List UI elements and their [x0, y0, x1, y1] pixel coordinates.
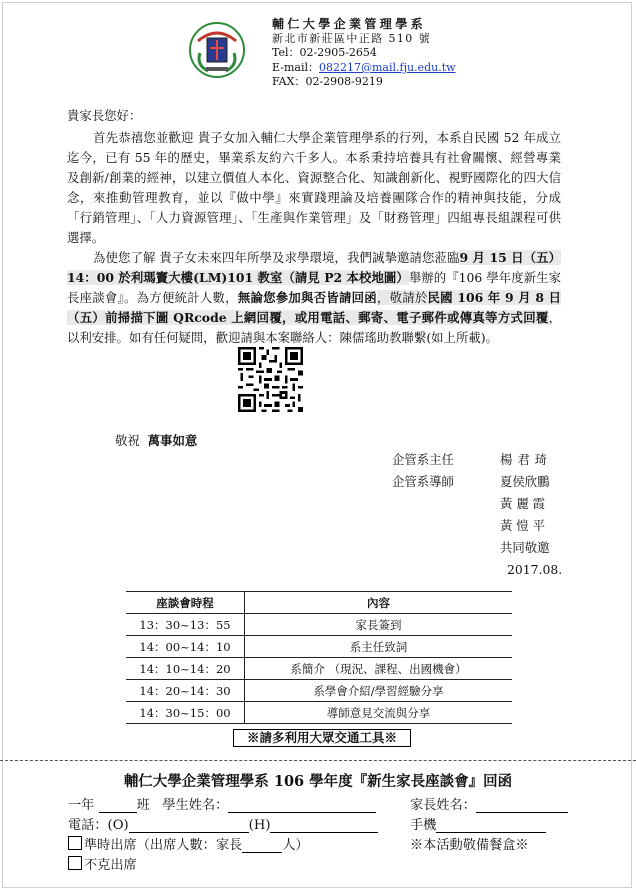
- content-cell: 系主任致詞: [245, 636, 513, 658]
- paragraph-invitation: 為使您了解 貴子女未來四年所學及求學環境，我們誠摯邀請您蒞臨9 月 15 日（五）14：00 於利瑪竇大樓(LM)101 教室（請見 P2 本校地圖）舉辦的『106 學年度新生家長座談會』。為方便統計人數，無論您參加與否皆請回函，敬請於民國 106 年 9 月 8 日（五）前掃描下圖 QRcode 上網回覆，或用電話、郵寄、電子郵件或傳真等方式回覆，以利安排。如有任何疑問，歡迎請與本案聯絡人：陳儒瑤助教聯繫(如上所載)。: [67, 250, 561, 345]
- time-cell: 14：10~14：20: [126, 658, 245, 680]
- phone-office-field[interactable]: [129, 817, 249, 833]
- table-row: [126, 636, 512, 658]
- table-row: [126, 680, 512, 702]
- reply-row-parent: 家長姓名：: [410, 794, 568, 813]
- address: 新北市新莊區中正路 510 號: [272, 31, 431, 45]
- table-row: [126, 702, 512, 724]
- table-row: [126, 614, 512, 636]
- closing-regards: 敬祝 萬事如意: [115, 433, 198, 448]
- cut-line: [0, 760, 636, 761]
- student-name-field[interactable]: [228, 797, 376, 813]
- signature-together: 共同敬邀: [500, 540, 550, 555]
- mobile-field[interactable]: [436, 817, 546, 833]
- salutation: 貴家長您好：: [67, 108, 142, 123]
- class-field[interactable]: [99, 797, 137, 813]
- parent-name-field[interactable]: [476, 797, 568, 813]
- paragraph-welcome: 首先恭禧您並歡迎 貴子女加入輔仁大學企業管理學系的行列，本系自民國 52 年成立迄今，已有 55 年的歷史，畢業系友約六千多人。本系秉持培養具有社會關懷、經營專業及創新/創業的經神，以建立價值人本化、資源整合化、知識創新化、視野國際化的四大信念，來推動管理教育，並以『做中學』來實踐理論及培養團隊合作的精神與技能，分成「行銷管理」、「人力資源管理」、「生產與作業管理」及「財務管理」四組專長組課程可供選擇。: [67, 130, 561, 245]
- time-cell: 14：30~15：00: [126, 702, 245, 724]
- department-name: 輔仁大學企業管理學系: [272, 17, 427, 31]
- reply-form-title: 輔仁大學企業管理學系 106 學年度『新生家長座談會』回函: [123, 773, 513, 790]
- header-block: [272, 17, 456, 90]
- reply-row-student: 一年 班 學生姓名：: [68, 794, 376, 813]
- meal-notice: ※本活動敬備餐盒※: [410, 838, 529, 853]
- signature-name: 楊 君 琦: [500, 452, 548, 467]
- signature-name: 黃 愷 平: [500, 518, 546, 533]
- meeting-time-place: 9 月 15 日（五）14：00 於利瑪竇大樓(LM)101 教室（請見 P2 本校地圖）: [67, 250, 561, 285]
- reply-row-absent: 不克出席: [68, 854, 137, 873]
- reply-deadline: 民國 106 年 9 月 8 日（五）前掃描下圖 QRcode 上網回覆，或用電話、郵寄、電子郵件或傳真等方式回覆: [67, 290, 561, 325]
- signature-role-mentor: 企管系導師: [392, 474, 454, 489]
- table-header-row: [126, 592, 512, 614]
- reply-row-mobile: 手機: [410, 814, 546, 833]
- schedule-table: [126, 591, 512, 724]
- fax: FAX：02-2908-9219: [272, 75, 383, 89]
- content-cell: 家長簽到: [245, 614, 513, 636]
- university-seal-logo: [188, 21, 246, 79]
- reply-row-attend: 準時出席（出席人數：家長 人）: [68, 834, 309, 853]
- column-header: 內容: [245, 592, 513, 614]
- phone-home-field[interactable]: [270, 817, 378, 833]
- content-cell: 系簡介 （現況、課程、出國機會）: [245, 658, 513, 680]
- email-line: E-mail：082217@mail.fju.edu.tw: [272, 60, 456, 74]
- email-link[interactable]: 082217@mail.fju.edu.tw: [318, 60, 456, 74]
- time-cell: 14：00~14：10: [126, 636, 245, 658]
- time-cell: 14：20~14：30: [126, 680, 245, 702]
- attend-checkbox[interactable]: [68, 836, 82, 850]
- reply-row-phone: 電話：(O) (H): [68, 814, 378, 833]
- table-row: [126, 658, 512, 680]
- signature-date: 2017.08.: [507, 562, 563, 577]
- transport-notice: ※請多利用大眾交通工具※: [233, 729, 411, 747]
- attendee-count-field[interactable]: [242, 837, 282, 853]
- absent-checkbox[interactable]: [68, 856, 82, 870]
- content-cell: 系學會介紹/學習經驗分享: [245, 680, 513, 702]
- content-cell: 導師意見交流與分享: [245, 702, 513, 724]
- signature-name: 夏侯欣鵬: [500, 474, 550, 489]
- qrcode-image[interactable]: [238, 347, 303, 412]
- reply-request: 無論您參加與否皆請回函: [237, 290, 377, 305]
- column-header: 座談會時程: [126, 592, 245, 614]
- signature-role-chair: 企管系主任: [392, 452, 454, 467]
- time-cell: 13：30~13：55: [126, 614, 245, 636]
- telephone: Tel：02-2905-2654: [272, 46, 377, 60]
- signature-name: 黃 麗 霞: [500, 496, 546, 511]
